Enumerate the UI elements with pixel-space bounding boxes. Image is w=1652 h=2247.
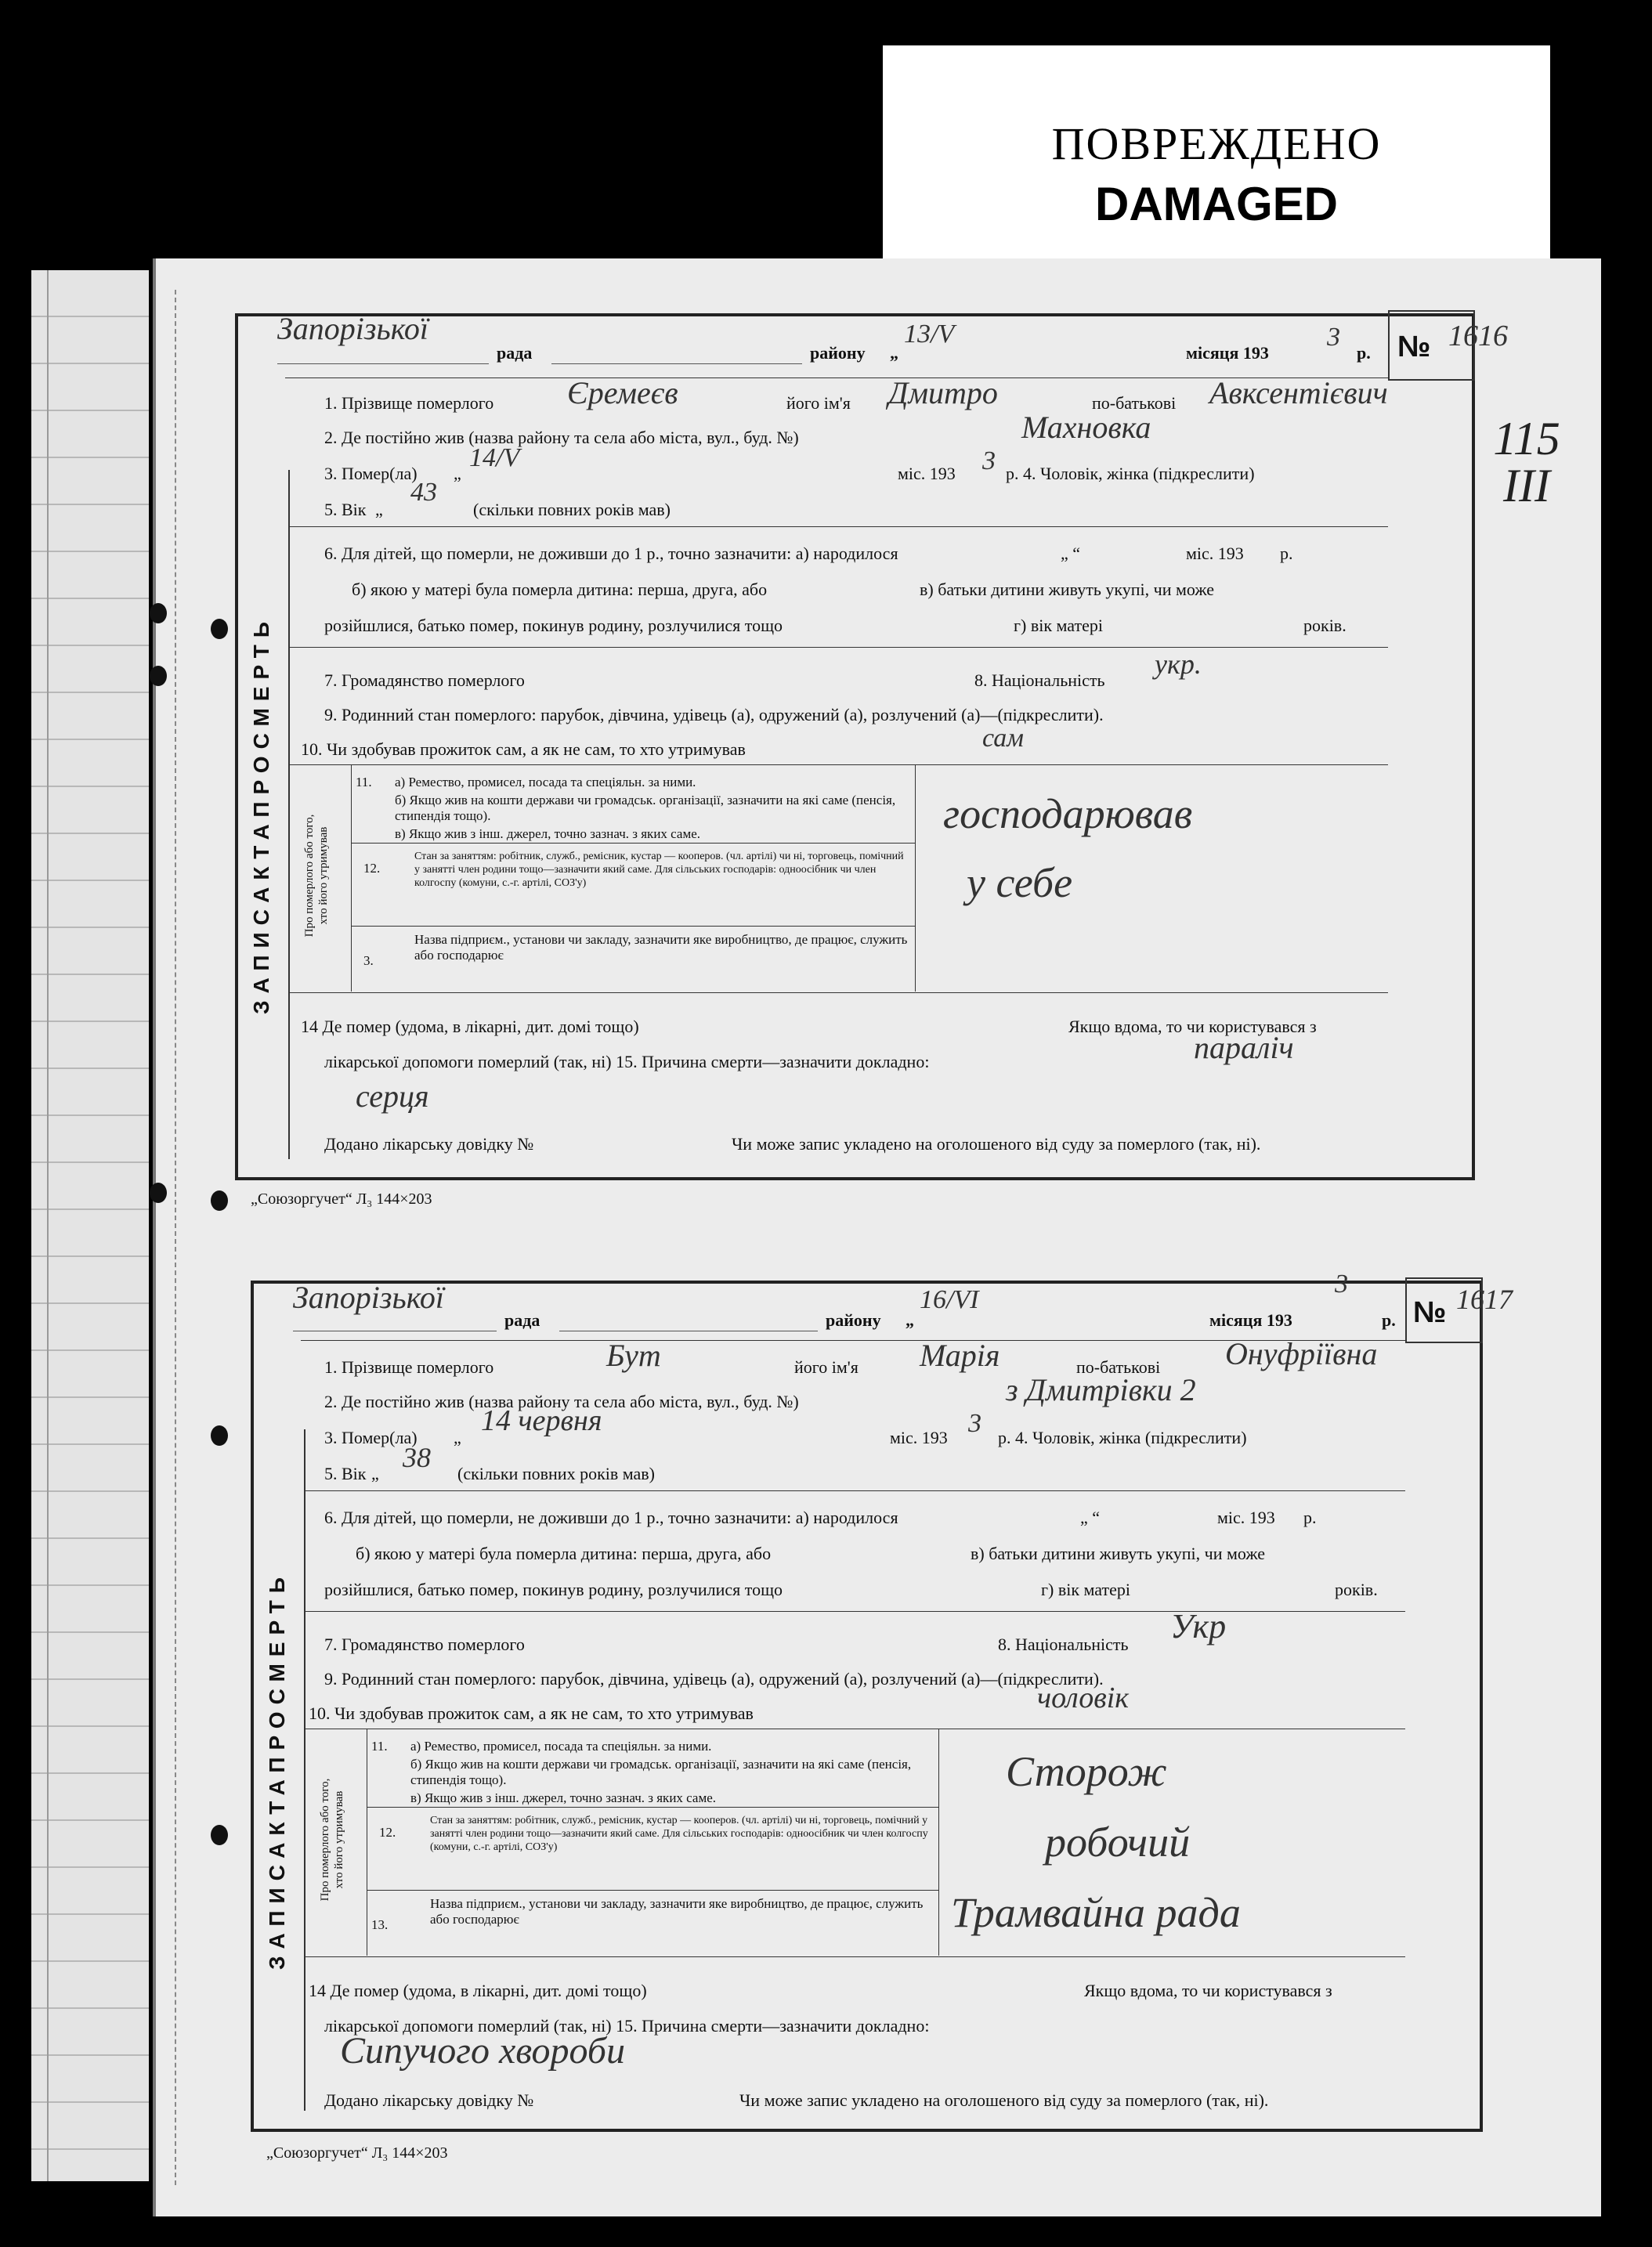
binding-hole [211, 1190, 228, 1211]
line10-label: 10. Чи здобував прожиток сам, а як не сам, то хто утримував [309, 1703, 754, 1723]
line11a-label: а) Ремество, промисел, посада та спеціяльн. за ними. [410, 1739, 712, 1754]
line3-label: 3. Помер(ла) [324, 1428, 418, 1447]
record-number-label: № [1413, 1296, 1447, 1329]
line11b-label: б) Якщо жив на кошти держави чи громадськ. організації, зазначити на які саме (пенсія, стипендія тощо). [395, 793, 896, 824]
hw-rayonu: 13/V [904, 320, 955, 349]
line5-label: 5. Вік [324, 500, 367, 519]
line16-label: Додано лікарську довідку № [324, 2090, 534, 2110]
binding-hole [211, 1825, 228, 1845]
binding-hole [211, 619, 228, 639]
line6a-label: 6. Для дітей, що померли, не доживши до 1 р., точно зазначити: а) народилося [324, 544, 898, 563]
line6c-label: розійшлися, батько помер, покинув родину, розлучилися тощо [324, 616, 783, 635]
hw-age: 43 [410, 478, 437, 507]
hw-year: 3 [982, 446, 996, 475]
line1-label: 1. Прізвище померлого [324, 393, 494, 413]
hw-record-number: 1617 [1456, 1284, 1513, 1315]
hw-name: Дмитро [888, 375, 998, 410]
hw-year: 3 [968, 1409, 981, 1438]
hw-rada: Запорізької [277, 311, 429, 346]
hw-cause: параліч [1194, 1030, 1294, 1065]
binding-hole [150, 666, 167, 686]
line9-label: 9. Родинний стан померлого: парубок, дівчина, удівець (а), одружений (а), розлучений (а)—(підкреслити). [324, 705, 1104, 724]
form1-footer: „Союзоргучет“ Л₃ 144×203 [251, 1190, 432, 1208]
hw-address: з Дмитрівки 2 [1006, 1372, 1196, 1407]
hw-rayonu: 16/VI [920, 1285, 979, 1314]
header-rayonu-label: району [810, 343, 866, 363]
form-vertical-title: ЗАПИСАКТАПРОСМЕРТЬ [249, 615, 273, 1014]
form-vertical-title: ЗАПИСАКТАПРОСМЕРТЬ [265, 1570, 289, 1970]
record-number-label: № [1397, 331, 1431, 363]
occupation-side-caption: Про померлого або того, хто його утримував [303, 814, 330, 937]
hw-occupation-2: робочий [1045, 1819, 1191, 1866]
hw-death-date: 14/V [469, 443, 520, 472]
hw-name: Марія [920, 1338, 1000, 1373]
line5-label: 5. Вік [324, 1464, 367, 1483]
damaged-stamp [883, 45, 1550, 274]
binding-hole [150, 1183, 167, 1203]
hw-rada: Запорізької [293, 1280, 445, 1315]
line12-label: Стан за заняттям: робітник, служб., ремісник, кустар — кооперов. (чл. артілі) чи ні, торговець, помічний у занятті член родини тощо—зазначити який саме. Для сільських господарів: одноосібник чи член колгоспу (комуни, с.-г. артілі, СОЗ'у) [430, 1815, 928, 1853]
line2-label: 2. Де постійно жив (назва району та села або міста, вул., буд. №) [324, 1392, 799, 1411]
line11v-label: в) Якщо жив з інш. джерел, точно зазнач. з яких саме. [395, 826, 701, 841]
hw-nationality: укр. [1155, 648, 1202, 680]
line13-label: Назва підприєм., установи чи закладу, зазначити яке виробництво, де працює, служить або господарює [430, 1896, 924, 1927]
line11v-label: в) Якщо жив з інш. джерел, точно зазнач. з яких саме. [410, 1790, 717, 1805]
death-record-form-2: ЗАПИСАКТАПРОСМЕРТЬ Запорізької рада району „ 16/VI місяця 193 3 р. № 1617 1. Прізвище померлого Бут його ім'я Марія по-батькові Онуфріївна 2. Де постійно жив (назва району та села або міста, вул., буд. №) з Дмитрівки 2 3. Помер(ла) „ 14 червня міс. 193 3 р. 4. Чоловік, жінка (підкреслити) 5. Вік „ 38 (скільки повних років мав) 6. Для дітей, що померли, не доживши до 1 р., точно зазначити: а) народилося „ “ міс. 193 р. б) якою у матері була померла дитина: перша, друга, або в) батьки дитини живуть укупі, чи може розійшлися, батько помер, покинув родину, розлучилися тощо г) вік матері років. 7. Громадянство померлого 8. Національність Укр 9. Родинний стан померлого: парубок, дівчина, удівець (а), одружений (а), розлучений (а)—(підкреслити). 10. Чи здобував прожиток сам, а як не сам, то хто утримував чоловік Про померлого або того, хто його утримував 11. а) Ремество, промисел, посада та спеціяльн. за ними. б) Якщо жив на кошти держави чи громадськ. організації, зазначити на які саме (пенсія, стипендія тощо). в) Якщо жив з інш. джерел, точно зазнач. з яких саме. 12. Стан за заняттям: робітник, служб., ремісник, кустар — кооперов. (чл. артілі) чи ні, торговець, помічний у занятті член родини тощо—зазначити який саме. Для сільських господарів: одноосібник чи член колгоспу (комуни, с.-г. артілі, СОЗ'у) 13. Назва підприєм., установи чи закладу, зазначити яке виробництво, де працює, служить або господарює Сторож робочий Трамвайна рада 14 Де помер (удома, в лікарні, дит. домі тощо) Якщо вдома, то чи користувався з лікарської допомоги померлий (так, ні) 15. Причина смерти—зазначити докладно: Сипучого хвороби Додано лікарську довідку № Чи може запис укладено на оголошеного від суду за померлого (так, ні). [251, 1281, 1483, 2132]
header-rada-label: рада [504, 1310, 540, 1330]
hw-occupation-2: у себе [967, 859, 1073, 906]
form2-footer: „Союзоргучет“ Л₃ 144×203 [266, 2144, 448, 2162]
line6b-label: б) якою у матері була померла дитина: перша, друга, або [356, 1544, 772, 1563]
hw-occupation: Сторож [1006, 1748, 1167, 1795]
line1-label: 1. Прізвище померлого [324, 1357, 494, 1377]
hw-surname: Бут [606, 1338, 661, 1373]
hw-patronymic: Авксентієвич [1209, 375, 1388, 410]
line14-label: 14 Де помер (удома, в лікарні, дит. домі тощо) [309, 1981, 647, 2000]
line16-label: Додано лікарську довідку № [324, 1134, 534, 1154]
left-ruled-page [31, 270, 149, 2181]
hw-nationality: Укр [1170, 1607, 1227, 1646]
hw-cause: Сипучого хвороби [340, 2030, 625, 2072]
hw-support: сам [982, 724, 1024, 753]
hw-age: 38 [403, 1442, 431, 1473]
header-rayonu-label: району [826, 1310, 881, 1330]
hw-death-date: 14 червня [481, 1404, 602, 1437]
hw-record-number: 1616 [1448, 320, 1508, 352]
occupation-side-caption: Про померлого або того, хто його утримував [319, 1778, 345, 1902]
hw-support: чоловік [1037, 1682, 1130, 1714]
stamp-line-eng: DAMAGED [1095, 178, 1338, 230]
line14b-label: лікарської допомоги померлий (так, ні) 15. Причина смерти—зазначити докладно: [324, 1052, 930, 1071]
hw-cause-2: серця [356, 1078, 429, 1114]
line3-label: 3. Помер(ла) [324, 464, 418, 483]
line6b-label: б) якою у матері була померла дитина: перша, друга, або [352, 580, 768, 599]
line14-label: 14 Де помер (удома, в лікарні, дит. домі тощо) [301, 1017, 639, 1036]
header-month-label: місяця 193 [1186, 343, 1269, 363]
stamp-line-ukr: ПОВРЕЖДЕНО [1051, 118, 1382, 169]
header-rada-label: рада [497, 343, 533, 363]
line7-label: 7. Громадянство померлого [324, 1635, 525, 1654]
hw-month: 3 [1335, 1270, 1348, 1299]
line2-label: 2. Де постійно жив (назва району та села або міста, вул., буд. №) [324, 428, 799, 447]
death-record-form-1: ЗАПИСАКТАПРОСМЕРТЬ Запорізької рада району „ 13/V місяця 193 3 р. № 1616 1. Прізвище померлого Єремеєв його ім'я Дмитро по-батькові Авксентієвич 2. Де постійно жив (назва району та села або міста, вул., буд. №) Махновка 3. Помер(ла) „ 14/V міс. 193 3 р. 4. Чоловік, жінка (підкреслити) 5. Вік „ 43 (скільки повних років мав) 6. Для дітей, що померли, не доживши до 1 р., точно зазначити: а) народилося „ “ міс. 193 р. б) якою у матері була померла дитина: перша, друга, або в) батьки дитини живуть укупі, чи може розійшлися, батько помер, покинув родину, розлучилися тощо г) вік матері років. 7. Громадянство померлого 8. Національність укр. 9. Родинний стан померлого: парубок, дівчина, удівець (а), одружений (а), розлучений (а)—(підкреслити). 10. Чи здобував прожиток сам, а як не сам, то хто утримував сам Про померлого або того, хто його утримував 11. а) Ремество, промисел, посада та спеціяльн. за ними. б) Якщо жив на кошти держави чи громадськ. організації, зазначити на які саме (пенсія, стипендія тощо). в) Якщо жив з інш. джерел, точно зазнач. з яких саме. 12. Стан за заняттям: робітник, служб., ремісник, кустар — кооперов. (чл. артілі) чи ні, торговець, помічний у занятті член родини тощо—зазначити який саме. Для сільських господарів: одноосібник чи член колгоспу (комуни, с.-г. артілі, СОЗ'у) 3. Назва підприєм., установи чи закладу, зазначити яке виробництво, де працює, служить або господарює господарював у себе 14 Де помер (удома, в лікарні, дит. домі тощо) Якщо вдома, то чи користувався з лікарської допомоги померлий (так, ні) 15. Причина смерти—зазначити докладно: параліч серця Додано лікарську довідку № Чи може запис укладено на оголошеного від суду за померлого (так, ні). [235, 313, 1475, 1180]
line6c-label: розійшлися, батько помер, покинув родину, розлучилися тощо [324, 1580, 783, 1599]
hw-occupation-3: Трамвайна рада [951, 1889, 1241, 1936]
line10-label: 10. Чи здобував прожиток сам, а як не сам, то хто утримував [301, 739, 746, 759]
line7-label: 7. Громадянство померлого [324, 670, 525, 690]
header-month-label: місяця 193 [1209, 1310, 1292, 1330]
hw-occupation: господарював [943, 790, 1193, 837]
binding-hole [150, 603, 167, 623]
line9-label: 9. Родинний стан померлого: парубок, дівчина, удівець (а), одружений (а), розлучений (а)—(підкреслити). [324, 1669, 1104, 1689]
line6a-label: 6. Для дітей, що померли, не доживши до 1 р., точно зазначити: а) народилося [324, 1508, 898, 1527]
hw-surname: Єремеєв [567, 375, 678, 410]
line11a-label: а) Ремество, промисел, посада та спеціяльн. за ними. [395, 775, 696, 789]
margin-annotation: 115 III [1493, 413, 1560, 511]
line14b-label: лікарської допомоги померлий (так, ні) 15. Причина смерти—зазначити докладно: [324, 2016, 930, 2036]
hw-patronymic: Онуфріївна [1225, 1336, 1378, 1371]
line13-label: Назва підприєм., установи чи закладу, зазначити яке виробництво, де працює, служить або господарює [414, 932, 908, 963]
hw-month: 3 [1327, 323, 1340, 352]
line12-label: Стан за заняттям: робітник, служб., ремісник, кустар — кооперов. (чл. артілі) чи ні, торговець, помічний у занятті член родини тощо—зазначити який саме. Для сільських господарів: одноосібник чи член колгоспу (комуни, с.-г. артілі, СОЗ'у) [414, 851, 904, 889]
hw-address: Махновка [1021, 410, 1151, 445]
line11b-label: б) Якщо жив на кошти держави чи громадськ. організації, зазначити на які саме (пенсія, стипендія тощо). [410, 1757, 912, 1788]
binding-hole [211, 1425, 228, 1446]
